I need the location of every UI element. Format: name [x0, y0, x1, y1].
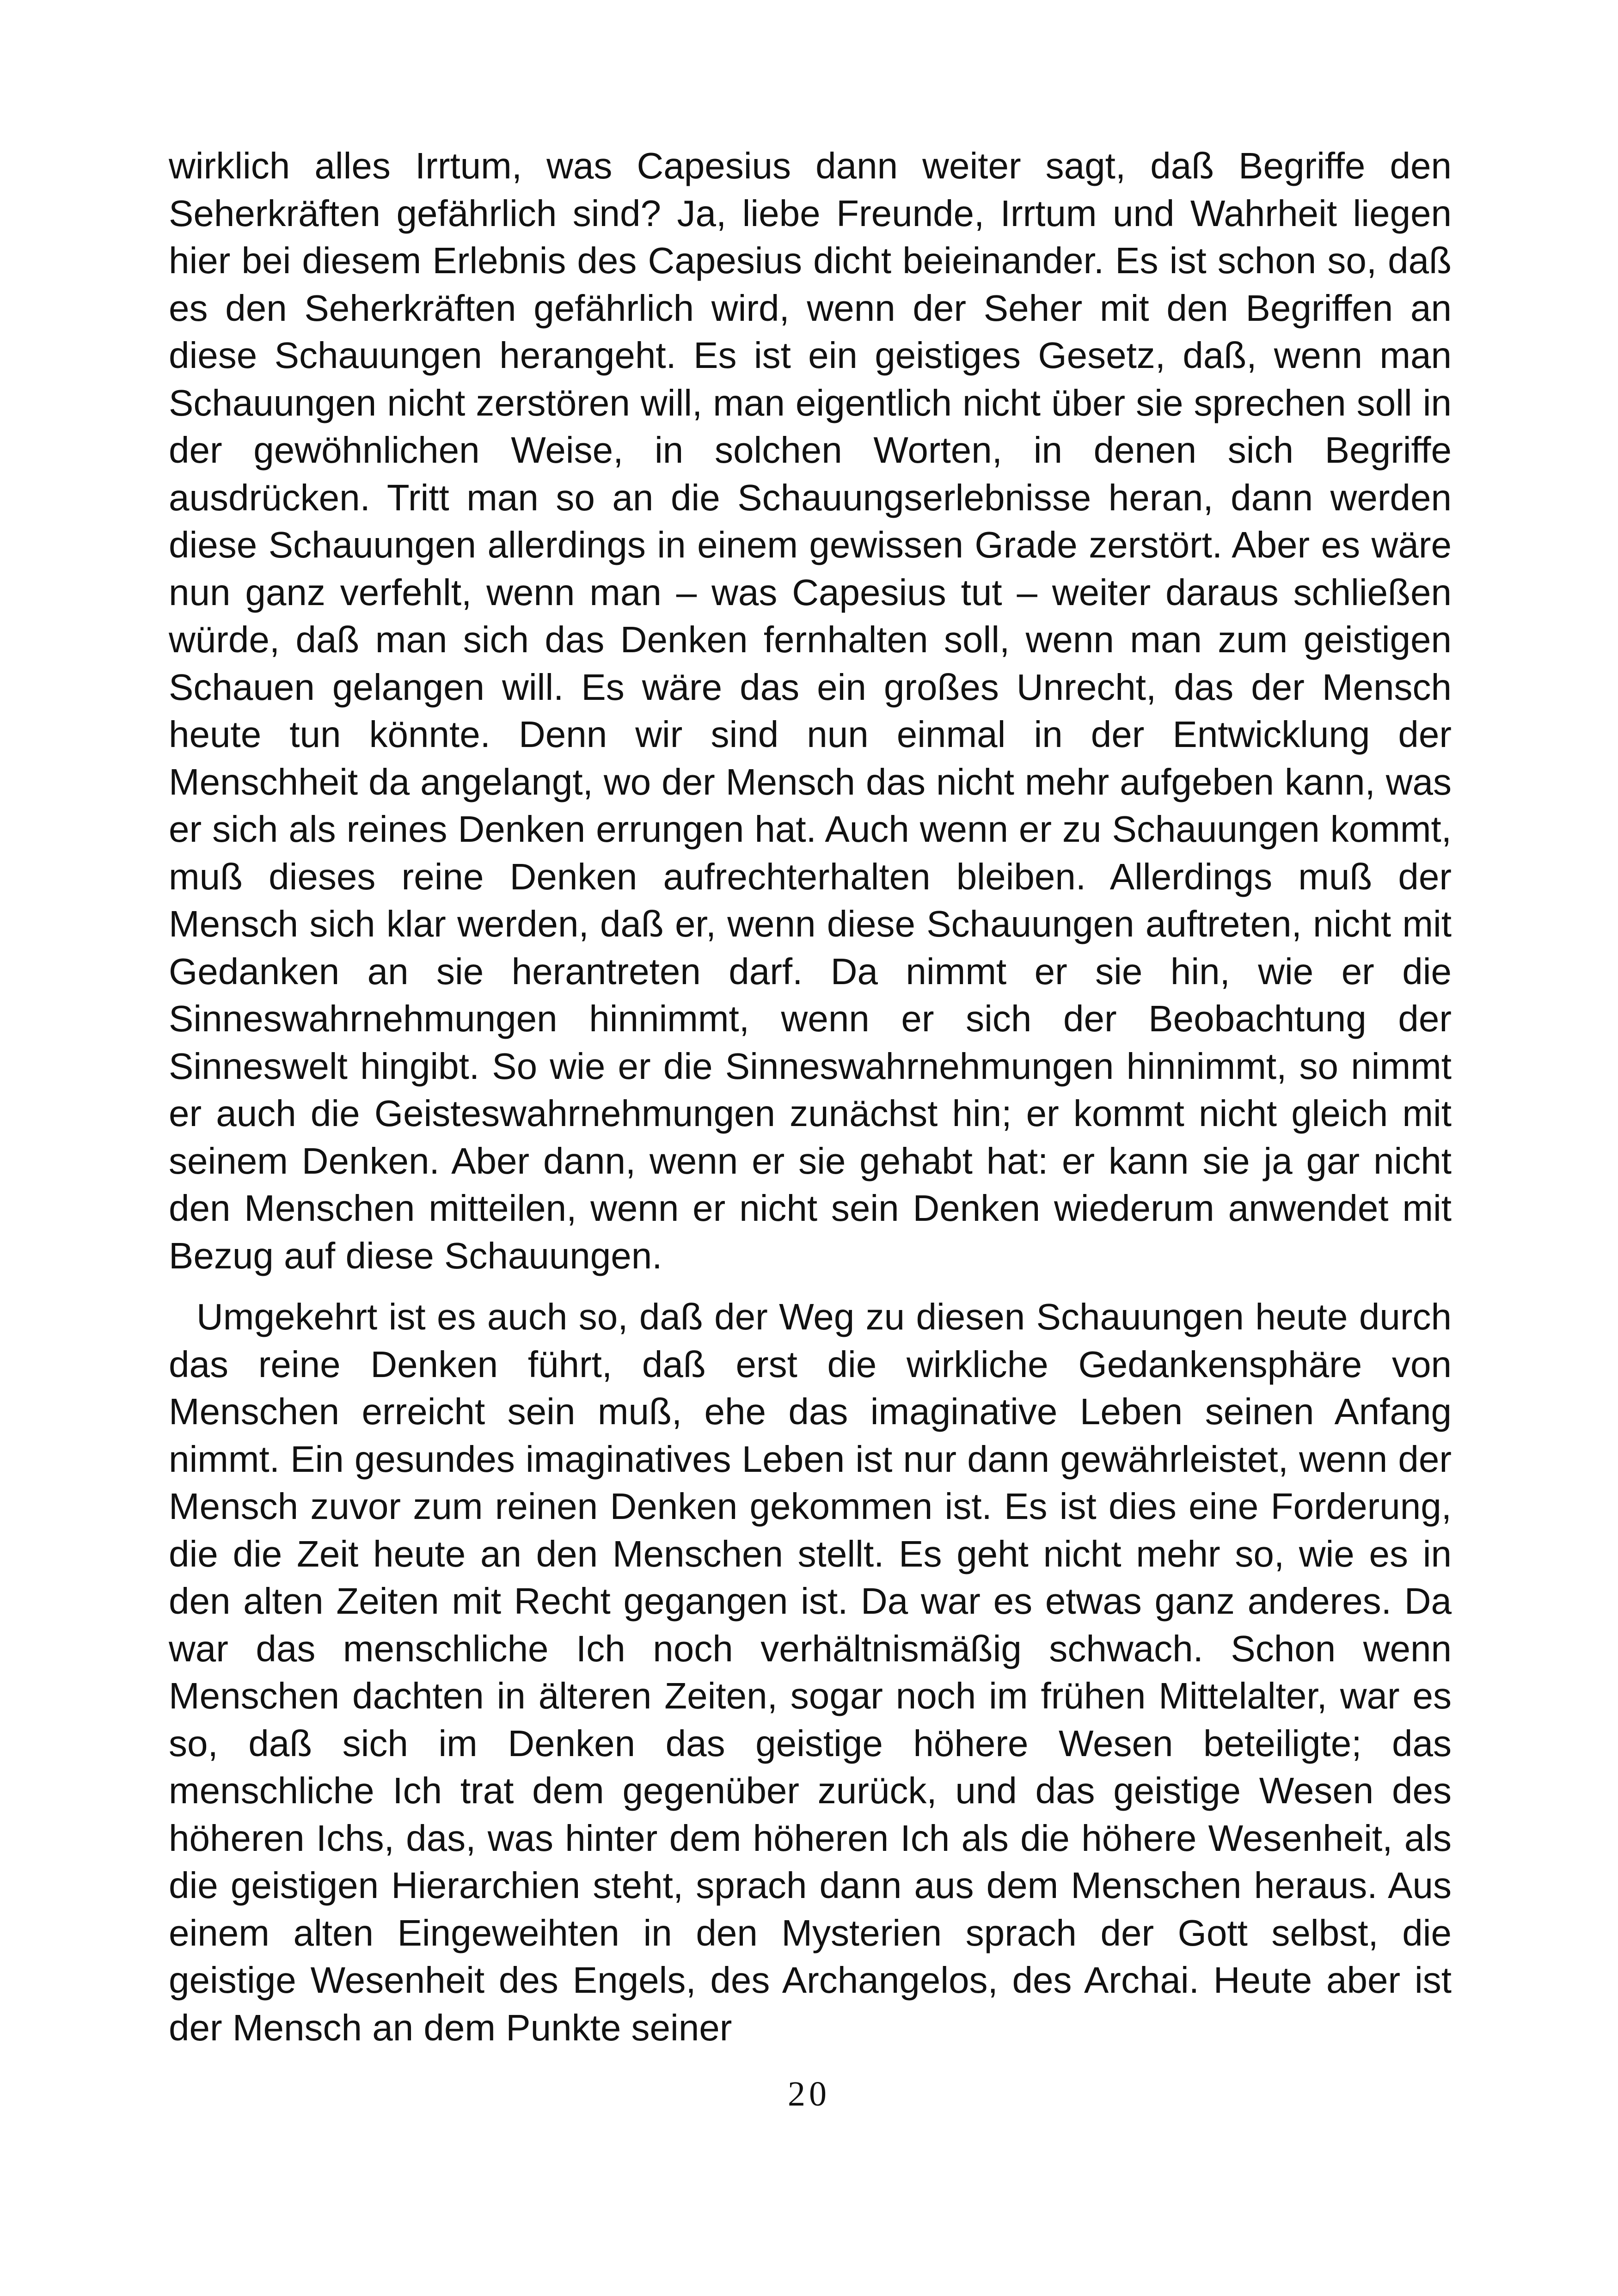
body-text	[169, 142, 1452, 2051]
paragraph-2: Umgekehrt ist es auch so, daß der Weg zu diesen Schauungen heute durch das reine Denken führt, daß erst die wirkliche Gedankensphäre von Menschen erreicht sein muß, ehe das imaginative Leben seinen Anfang nimmt. Ein gesundes imaginatives Leben ist nur dann gewährleistet, wenn der Mensch zuvor zum reinen Denken gekommen ist. Es ist dies eine Forderung, die die Zeit heute an den Menschen stellt. Es geht nicht mehr so, wie es in den alten Zeiten mit Recht gegangen ist. Da war es etwas ganz anderes. Da war das menschliche Ich noch verhältnismäßig schwach. Schon wenn Menschen dachten in älteren Zeiten, sogar noch im frühen Mittelalter, war es so, daß sich im Denken das geistige höhere Wesen beteiligte; das menschliche Ich trat dem gegenüber zurück, und das geistige Wesen des höheren Ichs, das, was hinter dem höheren Ich als die höhere Wesenheit, als die geistigen Hierarchien steht, sprach dann aus dem Menschen heraus. Aus einem alten Eingeweihten in den Mysterien sprach der Gott selbst, die geistige Wesenheit des Engels, des Archangelos, des Archai. Heute aber ist der Mensch an dem Punkte seiner	[169, 1296, 1452, 2048]
page-number: 20	[788, 2075, 830, 2113]
paragraph-1: wirklich alles Irrtum, was Capesius dann weiter sagt, daß Begriffe den Seherkräften gefährlich sind? Ja, liebe Freunde, Irrtum und Wahrheit liegen hier bei diesem Erlebnis des Capesius dicht beieinander. Es ist schon so, daß es den Seherkräften gefährlich wird, wenn der Seher mit den Begriffen an diese Schauungen herangeht. Es ist ein geistiges Gesetz, daß, wenn man Schauungen nicht zerstören will, man eigentlich nicht über sie sprechen soll in der gewöhnlichen Weise, in solchen Worten, in denen sich Begriffe ausdrücken. Tritt man so an die Schauungserlebnisse heran, dann werden diese Schauungen allerdings in einem gewissen Grade zerstört. Aber es wäre nun ganz verfehlt, wenn man – was Capesius tut – weiter daraus schließen würde, daß man sich das Denken fernhalten soll, wenn man zum geistigen Schauen gelangen will. Es wäre das ein großes Unrecht, das der Mensch heute tun könnte. Denn wir sind nun einmal in der Entwicklung der Menschheit da angelangt, wo der Mensch das nicht mehr aufgeben kann, was er sich als reines Denken errungen hat. Auch wenn er zu Schauungen kommt, muß dieses reine Denken aufrechterhalten bleiben. Allerdings muß der Mensch sich klar werden, daß er, wenn diese Schauungen auftreten, nicht mit Gedanken an sie herantreten darf. Da nimmt er sie hin, wie er die Sinneswahrnehmungen hinnimmt, wenn er sich der Beobachtung der Sinneswelt hingibt. So wie er die Sinneswahrnehmungen hinnimmt, so nimmt er auch die Geisteswahrnehmungen zunächst hin; er kommt nicht gleich mit seinem Denken. Aber dann, wenn er sie gehabt hat: er kann sie ja gar nicht den Menschen mitteilen, wenn er nicht sein Denken wiederum anwendet mit Bezug auf diese Schauungen.	[169, 145, 1452, 1276]
